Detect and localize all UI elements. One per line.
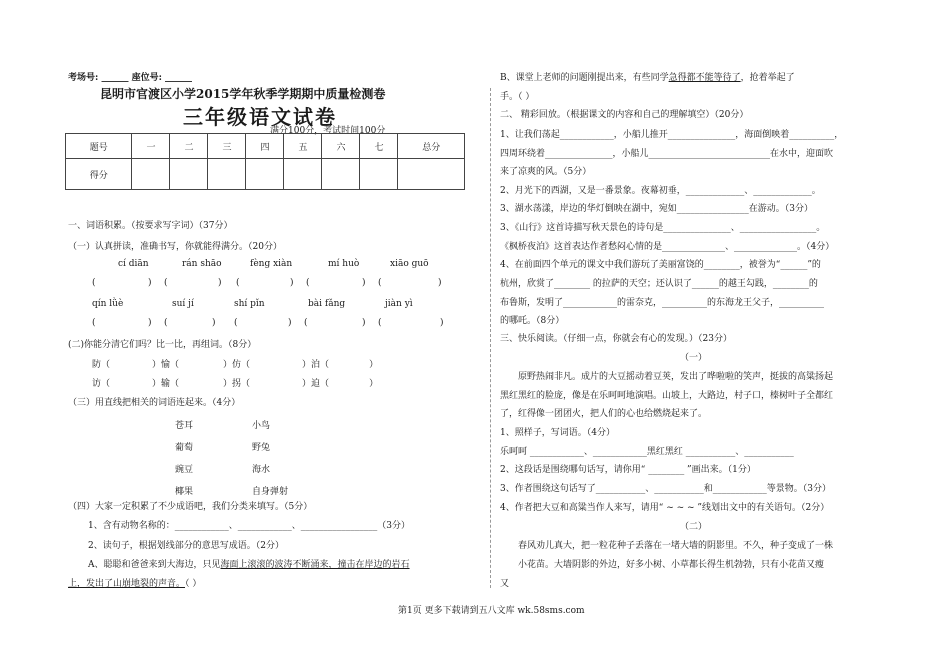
score-table-header-row: [66, 134, 465, 159]
question-b-line-1: [500, 70, 795, 83]
paper-title: 三年级语文试卷: [183, 105, 337, 129]
reading-question[interactable]: 3、作者围绕这句话写了___________、___________和____________等景物。（3分）: [500, 484, 831, 494]
table-cell: 七: [360, 134, 398, 159]
match-left-item[interactable]: 豌豆: [175, 465, 194, 475]
answer-paren[interactable]: （ ）: [185, 579, 202, 589]
fill-question: 的哪吒。（8分）: [500, 316, 565, 326]
blank-paren[interactable]: (: [92, 318, 96, 328]
match-right-item[interactable]: 自身弹射: [252, 487, 289, 497]
pinyin: bài fǎng: [308, 299, 346, 309]
match-right-item[interactable]: 小鸟: [252, 421, 271, 431]
reading-question[interactable]: 乐呵呵 ____________、____________黑红黑红 ___________、___________: [500, 447, 794, 457]
pair-item: 访（: [92, 379, 111, 389]
pinyin: fèng xiàn: [250, 259, 293, 269]
word-pairs-row-2: [92, 376, 378, 389]
section-1-3: （三）用直线把相关的词语连起来。（4分）: [68, 398, 241, 408]
blank-paren[interactable]: (: [234, 318, 238, 328]
pair-item: ）迫（: [302, 379, 330, 389]
pair-item: ）泊（: [302, 360, 330, 370]
pair-item: ）: [369, 360, 379, 370]
blank-paren[interactable]: ): [218, 278, 222, 288]
question-b-text: ，抢着举起了: [740, 73, 795, 83]
score-input-cell[interactable]: [284, 159, 322, 190]
match-right-item[interactable]: 海水: [252, 465, 271, 475]
score-table-score-row: [66, 159, 465, 190]
blank-paren[interactable]: (: [304, 318, 308, 328]
word-pairs-row-1: [92, 357, 378, 370]
fill-question[interactable]: 《枫桥夜泊》这首表达作者愁闷心情的是______________、______________。（4分）: [500, 242, 835, 252]
pinyin: xiāo guō: [390, 259, 429, 269]
question-b-underlined: 急得都不能等待了: [668, 73, 741, 83]
table-cell: 三: [208, 134, 246, 159]
passage-text: 了，红得像一团团火，把人们的心也给燃烧起来了。: [500, 409, 708, 419]
question-2: 2、读句子，根据划线部分的意思写成语。（2分）: [88, 541, 284, 551]
question-a-underlined: 海面上滚滚的波涛不断涌来，撞击在岸边的岩石: [220, 560, 410, 570]
score-input-cell[interactable]: [208, 159, 246, 190]
pinyin: suí jí: [172, 299, 194, 309]
score-input-cell[interactable]: [170, 159, 208, 190]
question-a-underlined: 上，发出了山崩地裂的声音。: [68, 579, 186, 589]
table-cell: 五: [284, 134, 322, 159]
pinyin: qín lǜè: [92, 299, 124, 309]
table-cell: 四: [246, 134, 284, 159]
section-3-title: 三、快乐阅读。（仔细一点，你就会有心的发现。）（23分）: [500, 334, 732, 344]
score-input-cell[interactable]: [246, 159, 284, 190]
section-1-2: (二)你能分清它们吗？比一比，再组词。（8分）: [68, 340, 257, 350]
fill-question[interactable]: 2、月光下的西湖，又是一番景象。夜幕初垂，_____________、_____________。: [500, 186, 821, 196]
school-title: 昆明市官渡区小学2015学年秋季学期期中质量检测卷: [100, 87, 386, 101]
blank-paren[interactable]: (: [164, 278, 168, 288]
score-input-cell[interactable]: [322, 159, 360, 190]
pinyin: cí diān: [118, 259, 149, 269]
blank-paren[interactable]: ): [362, 318, 366, 328]
section-1-1: （一）认真拼读，准确书写，你就能得满分。（20分）: [68, 242, 282, 252]
passage-text: 小花苗。大墙阴影的外边，好多小树、小草都长得生机勃勃，只有小花苗又瘦: [518, 560, 825, 570]
blank-paren[interactable]: (: [378, 318, 382, 328]
blank-paren[interactable]: ): [288, 318, 292, 328]
passage-text: 原野热闹非凡。成片的大豆摇动着豆荚，发出了哗啦啦的笑声，挺拔的高粱扬起: [518, 372, 834, 382]
blank-paren[interactable]: (: [306, 278, 310, 288]
blank-paren[interactable]: ): [362, 278, 366, 288]
section-1-4: （四）大家一定积累了不少成语吧，我们分类来填写。（5分）: [68, 502, 313, 512]
match-right-item[interactable]: 野兔: [252, 443, 271, 453]
blank-paren[interactable]: (: [92, 278, 96, 288]
blank-paren[interactable]: ): [438, 278, 442, 288]
score-info: 满分100分，考试时间100分: [270, 126, 386, 136]
fill-question[interactable]: 1、让我们荡起____________，小船儿推开_______________，海面倒映着__________，: [500, 130, 844, 140]
pair-item: ）愉（: [152, 360, 180, 370]
question-b-line-2[interactable]: 手。（ ）: [500, 92, 535, 102]
pair-item: 防（: [92, 360, 111, 370]
match-left-item[interactable]: 葡萄: [175, 443, 194, 453]
match-left-item[interactable]: 苍耳: [175, 421, 194, 431]
blank-paren[interactable]: ): [148, 318, 152, 328]
score-table: [65, 133, 465, 190]
blank-paren[interactable]: ): [148, 278, 152, 288]
table-cell: 六: [322, 134, 360, 159]
table-cell: 一: [132, 134, 170, 159]
section-1-title: 一、词语积累。（按要求写字词）（37分）: [68, 221, 233, 231]
blank-paren[interactable]: (: [378, 278, 382, 288]
blank-paren[interactable]: ): [440, 318, 444, 328]
score-input-cell[interactable]: [398, 159, 465, 190]
question-a-text: A、聪聪和爸爸来到大海边，只见: [88, 560, 221, 570]
pair-item: ）输（: [152, 379, 180, 389]
fill-question[interactable]: 杭州，欣赏了________ 的拉萨的天空；还认识了______的越王勾践，________的: [500, 279, 818, 289]
score-input-cell[interactable]: [360, 159, 398, 190]
fill-question[interactable]: 3、《山行》这首诗描写秋天景色的诗句是_______________、_________________。: [500, 223, 826, 233]
fill-question[interactable]: 布鲁斯，发明了____________的雷奈克，__________的东海龙王父子，__________: [500, 298, 825, 308]
pinyin: jiàn yì: [385, 299, 413, 309]
fill-question[interactable]: 四周环绕着_______________，小船儿___________________________在水中，迎面吹: [500, 149, 834, 159]
table-cell: 总分: [398, 134, 465, 159]
table-cell: 得分: [66, 159, 132, 190]
fill-question[interactable]: 4、在前面四个单元的课文中我们游玩了美丽富饶的________，被誉为“______”的: [500, 260, 821, 270]
question-a-line-1: [88, 557, 410, 570]
exam-id-label: 考场号: ______ 座位号: ______: [68, 73, 193, 83]
blank-paren[interactable]: ): [290, 278, 294, 288]
pinyin: mí huò: [328, 259, 360, 269]
question-1: 1、含有动物名称的：____________、____________、_________________（3分）: [88, 521, 410, 531]
blank-paren[interactable]: (: [236, 278, 240, 288]
reading-question[interactable]: 2、这段话是围绕哪句话写，请你用“ ________ ”画出来。（1分）: [500, 465, 756, 475]
pair-item: ）拐（: [223, 379, 251, 389]
page-footer: 第1页 更多下载请到五八文库 wk.58sms.com: [398, 606, 585, 616]
passage-text: 春风劝儿真大，把一粒花种子丢落在一堵大墙的阴影里。不久，种子变成了一株: [518, 541, 834, 551]
fill-question: 来了凉爽的风。（5分）: [500, 167, 592, 177]
pair-item: ）: [369, 379, 379, 389]
pinyin: shí pǐn: [234, 299, 265, 309]
table-cell: 二: [170, 134, 208, 159]
pair-item: ）仿（: [223, 360, 251, 370]
column-divider: [490, 88, 492, 588]
match-left-item[interactable]: 椰果: [175, 487, 194, 497]
blank-paren[interactable]: ): [212, 318, 216, 328]
passage-text: 又: [500, 579, 510, 589]
pinyin: rán shāo: [182, 259, 222, 269]
question-b-text: B、课堂上老师的问题刚提出来，有些同学: [500, 73, 669, 83]
reading-question[interactable]: 4、作者把大豆和高粱当作人来写，请用“ ~ ~ ~ ”线划出文中的有关语句。（2分）: [500, 503, 830, 513]
table-cell: 题号: [66, 134, 132, 159]
section-2-title: 二、 精彩回放。（根据课文的内容和自己的理解填空）（20分）: [500, 110, 749, 120]
fill-question[interactable]: 3、湖水荡漾，岸边的华灯倒映在湖中，宛如________________在游动。（3分）: [500, 204, 813, 214]
score-input-cell[interactable]: [132, 159, 170, 190]
passage-2-label: （二）: [680, 522, 708, 532]
reading-question: 1、照样子，写词语。（4分）: [500, 428, 615, 438]
question-a-line-2: [68, 576, 201, 589]
passage-text: 黑红黑红的脸庞，像是在乐呵呵地演唱。山坡上，大路边，村子口，榛树叶子全都红: [500, 391, 834, 401]
passage-1-label: （一）: [680, 353, 708, 363]
blank-paren[interactable]: (: [164, 318, 168, 328]
